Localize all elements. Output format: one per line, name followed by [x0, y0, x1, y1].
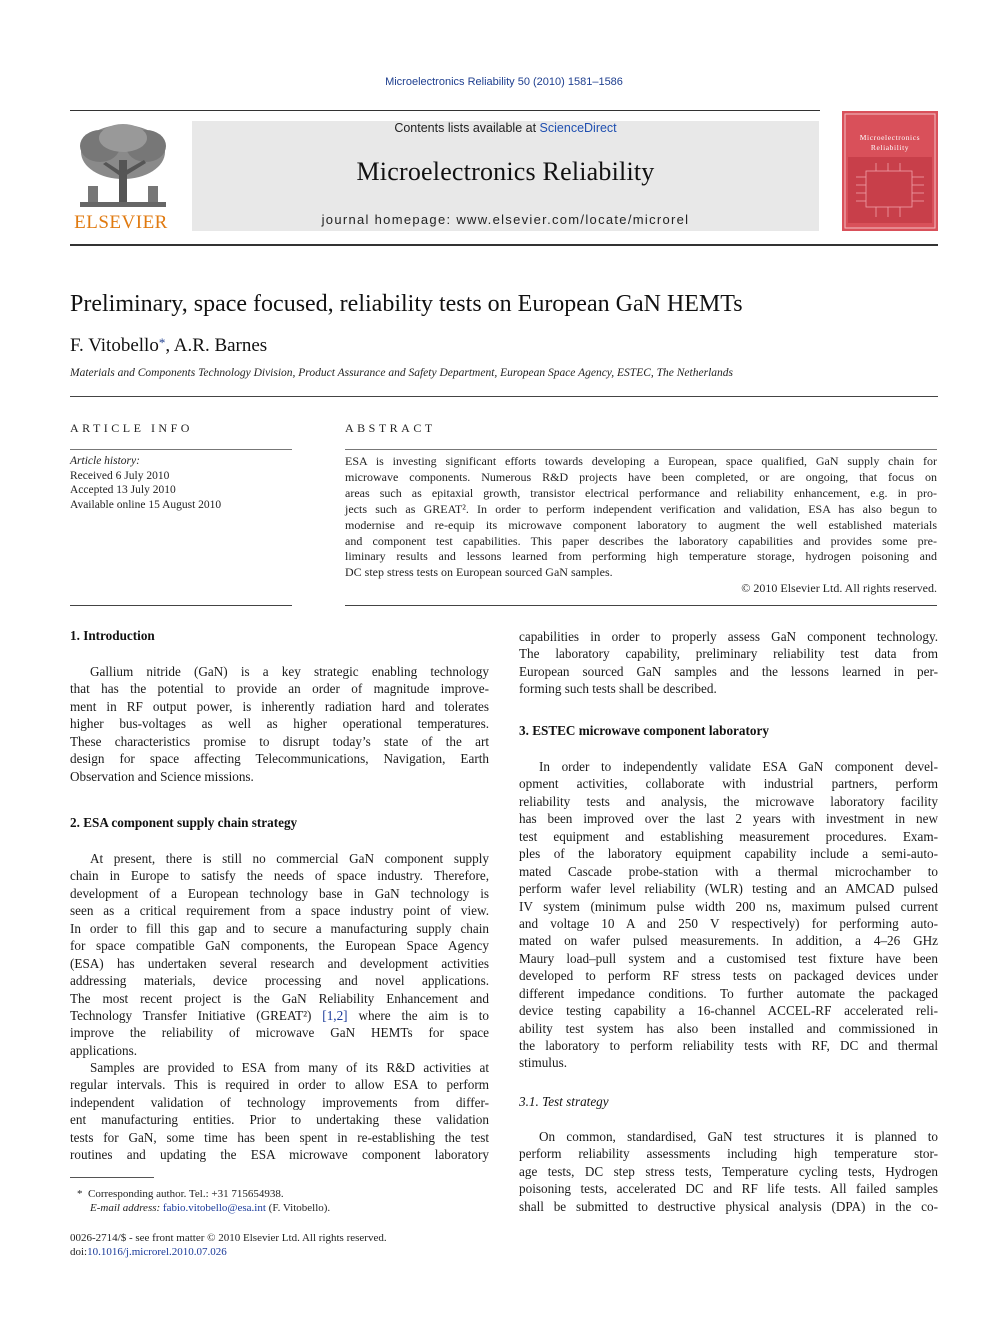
text-line: European sourced GaN samples and the lessons learned in per-	[519, 663, 938, 679]
text-line: Observation and Science missions.	[70, 768, 254, 784]
text-line: developed to perform RF stress tests on packaged devices under	[519, 968, 938, 984]
footnote-star: *	[77, 1188, 83, 1200]
text-line: Samples are provided to ESA from many of its R&D activities at	[90, 1060, 489, 1075]
header-rule-top	[70, 110, 820, 111]
text-segment: where the aim is to	[358, 1007, 490, 1023]
publisher-wordmark: ELSEVIER	[74, 212, 168, 233]
laboratory-paragraph	[519, 758, 938, 1072]
text-line: reliability tests and analysis, the microwave laboratory facility	[519, 793, 938, 809]
text-line: tests for GaN, some time has been spent in re-establishing the test	[70, 1129, 489, 1145]
abstract-copyright: © 2010 Elsevier Ltd. All rights reserved.	[741, 581, 937, 595]
section-2-heading: 2. ESA component supply chain strategy	[70, 815, 298, 830]
text-line: regular intervals. This is required in order to allow ESA to perform	[70, 1077, 489, 1093]
article-info-heading: ARTICLE INFO	[70, 421, 193, 435]
journal-citation[interactable]: Microelectronics Reliability 50 (2010) 1581–1586	[385, 76, 623, 88]
supply-chain-paragraph-1	[70, 850, 489, 1059]
text-line: addressing materials, device processing and novel applications.	[70, 973, 489, 989]
abstract-line: ESA is investing significant efforts towards developing a European, space qualified, GaN supply chain for	[345, 454, 937, 468]
text-line: development of a European technology base in GaN technology is	[70, 885, 489, 901]
email-suffix: (F. Vitobello).	[268, 1202, 331, 1214]
abstract-text	[345, 454, 937, 581]
affiliation: Materials and Components Technology Division, Product Assurance and Safety Department, European Space Agency, ESTEC, The Netherlands	[70, 367, 733, 379]
contents-prefix: Contents lists available at	[394, 121, 537, 135]
cover-art	[842, 111, 938, 231]
text-line: age tests, DC step stress tests, Temperature cycling tests, Hydrogen	[519, 1163, 938, 1179]
article-info-bottom-rule	[70, 605, 292, 606]
intro-paragraph	[70, 663, 489, 785]
doi-label: doi:	[70, 1246, 88, 1258]
text-line: Maury load–pull system and a customised test fixture have been	[519, 950, 938, 966]
text-line: Gallium nitride (GaN) is a key strategic enabling technology	[90, 664, 489, 679]
text-line: seen as a critical requirement from a space industry point of view.	[70, 903, 489, 919]
text-line: capabilities in order to properly assess GaN component technology.	[519, 629, 938, 644]
text-line: ment in RF output power, is inherently radiation hard and tolerates	[70, 698, 489, 714]
author-separator: ,	[165, 335, 174, 356]
text-line: stimulus.	[519, 1055, 567, 1071]
email-label: E-mail address:	[90, 1202, 161, 1214]
article-info-rule	[70, 449, 292, 450]
supply-chain-paragraph-2	[70, 1059, 489, 1164]
abstract-line: microwave components. Numerous R&D projects have been completed, or are ongoing, that focus on	[345, 469, 937, 484]
issn-line: 0026-2714/$ - see front matter © 2010 Elsevier Ltd. All rights reserved.	[70, 1232, 387, 1244]
cover-title-line2: Reliability	[870, 143, 910, 152]
text-line: improve the reliability of microwave GaN HEMTs for space	[70, 1025, 489, 1041]
text-line: higher bus-voltages as well as higher operational temperatures.	[70, 716, 489, 732]
corresponding-footnote	[77, 1187, 284, 1201]
journal-title: Microelectronics Reliability	[356, 157, 655, 186]
text-line: These characteristics promise to disrupt today’s state of the art	[70, 733, 489, 749]
header-rule-bottom	[70, 244, 938, 246]
doi-line	[70, 1245, 227, 1259]
text-line: chain in Europe to satisfy the needs of space industry. Therefore,	[70, 868, 489, 884]
homepage-link[interactable]: www.elsevier.com/locate/microrel	[456, 212, 690, 227]
text-line: that has the potential to provide an order of magnitude improve-	[70, 681, 489, 697]
test-strategy-paragraph	[519, 1128, 938, 1215]
journal-homepage	[192, 212, 819, 227]
author-barnes: A.R. Barnes	[173, 335, 268, 356]
author-list	[70, 335, 267, 357]
accepted-date: Accepted 13 July 2010	[70, 484, 176, 497]
contents-line	[192, 121, 819, 135]
text-line: ples of the laboratory equipment capability include a semi-auto-	[519, 846, 938, 862]
text-line: ability test system has also been installed and commissioned in	[519, 1020, 938, 1036]
abstract-line: liminary results and lessons learned from performing high temperature storage, hydrogen poisoning and	[345, 549, 937, 564]
text-line-with-reference	[70, 1007, 489, 1024]
text-line: opment activities, collaborate with industrial partners, perform	[519, 776, 938, 792]
article-title: Preliminary, space focused, reliability tests on European GaN HEMTs	[70, 291, 743, 317]
text-line: ent manufacturing entities. Prior to undertaking these validation	[70, 1112, 489, 1128]
email-link[interactable]: fabio.vitobello@esa.int	[162, 1202, 266, 1214]
text-line: the laboratory to perform reliability tests with RF, DC and thermal	[519, 1038, 938, 1053]
text-line: poisoning tests, accelerated DC and RF life tests. All failed samples	[519, 1181, 938, 1197]
doi-link[interactable]: 10.1016/j.microrel.2010.07.026	[87, 1246, 227, 1258]
text-line: On common, standardised, GaN test structures it is planned to	[539, 1129, 938, 1144]
abstract-line: DC step stress tests on European sourced GaN samples.	[345, 565, 613, 580]
sciencedirect-link[interactable]: ScienceDirect	[539, 121, 617, 135]
text-line: different impedance conditions. To further automate the packaged	[519, 985, 938, 1001]
abstract-line: jects such as GREAT². In order to perform independent verification and validation, ESA has also begun to	[345, 501, 937, 516]
text-line: mated Cascade probe-station with a thermal microchamber to	[519, 863, 938, 879]
history-label: Article history:	[70, 455, 140, 467]
affiliation-rule	[70, 396, 938, 397]
text-line: independent validation of technology improvements from differ-	[70, 1094, 489, 1110]
abstract-bottom-rule	[345, 605, 937, 606]
text-line: perform reliability assessments including high temperature stor-	[519, 1146, 938, 1162]
abstract-rule	[345, 449, 937, 450]
text-line: design for space affecting Telecommunications, Navigation, Earth	[70, 751, 489, 767]
text-line: test equipment and establishing measurement procedures. Exam-	[519, 828, 938, 844]
section-3-heading: 3. ESTEC microwave component laboratory	[519, 723, 769, 738]
homepage-prefix: journal homepage:	[321, 212, 452, 227]
text-line: (ESA) has undertaken several research and development activities	[70, 955, 489, 971]
abstract-line: and component test capabilities. This paper describes the laboratory capabilities and provides some pre-	[345, 533, 937, 548]
author-vitobello: F. Vitobello	[70, 335, 159, 356]
text-line: In order to fill this gap and to secure a manufacturing supply chain	[70, 920, 489, 936]
text-line: routines and updating the ESA microwave component laboratory	[70, 1147, 489, 1163]
text-line: At present, there is still no commercial GaN component supply	[90, 851, 489, 866]
text-line: perform wafer level reliability (WLR) testing and an AMCAD pulsed	[519, 881, 938, 897]
text-line: shall be submitted to destructive physical analysis (DPA) in the co-	[519, 1198, 938, 1214]
cover-title-line1: Microelectronics	[859, 133, 921, 142]
text-line: and voltage 10 A and 250 V respectively) for performing auto-	[519, 915, 938, 931]
text-line: In order to independently validate ESA GaN component devel-	[539, 759, 938, 774]
abstract-line: areas such as epitaxial growth, transistor electrical performance and reliability enhancement, e.g. in pro-	[345, 485, 937, 500]
text-line: The laboratory capability, preliminary reliability test data from	[519, 646, 938, 662]
text-line: IV system (minimum pulse width 200 ns, maximum pulsed current	[519, 898, 938, 914]
text-line: has been improved over the last 2 years with investment in new	[519, 811, 938, 827]
text-line: The most recent project is the GaN Reliability Enhancement and	[70, 990, 489, 1006]
online-date: Available online 15 August 2010	[70, 498, 222, 511]
journal-cover	[842, 111, 938, 231]
text-segment: Technology Transfer Initiative (GREAT²)	[70, 1007, 312, 1023]
text-line: applications.	[70, 1042, 138, 1058]
footnote-corr-text: Corresponding author. Tel.: +31 715654938.	[88, 1188, 284, 1200]
text-line: device testing capability a 16-channel ACCEL-RF accelerated reli-	[519, 1003, 938, 1019]
corresponding-author-link[interactable]: *	[158, 335, 166, 350]
text-line: mated on wafer pulsed measurements. In addition, a 4–26 GHz	[519, 933, 938, 949]
article-history	[70, 454, 221, 512]
footnote-rule	[70, 1177, 154, 1178]
text-line: forming such tests shall be described.	[519, 681, 717, 697]
section-1-heading: 1. Introduction	[70, 628, 155, 643]
email-footnote	[90, 1201, 330, 1215]
text-line: for space compatible GaN components, the European Space Agency	[70, 938, 489, 954]
section-3-1-heading: 3.1. Test strategy	[519, 1094, 609, 1109]
abstract-heading: ABSTRACT	[345, 421, 436, 435]
received-date: Received 6 July 2010	[70, 469, 170, 482]
abstract-line: modernise and re-equip its microwave component laboratory to augment the well established materials	[345, 517, 937, 532]
intro-continuation	[519, 628, 938, 698]
reference-link-1-2[interactable]: [1,2]	[322, 1007, 348, 1023]
